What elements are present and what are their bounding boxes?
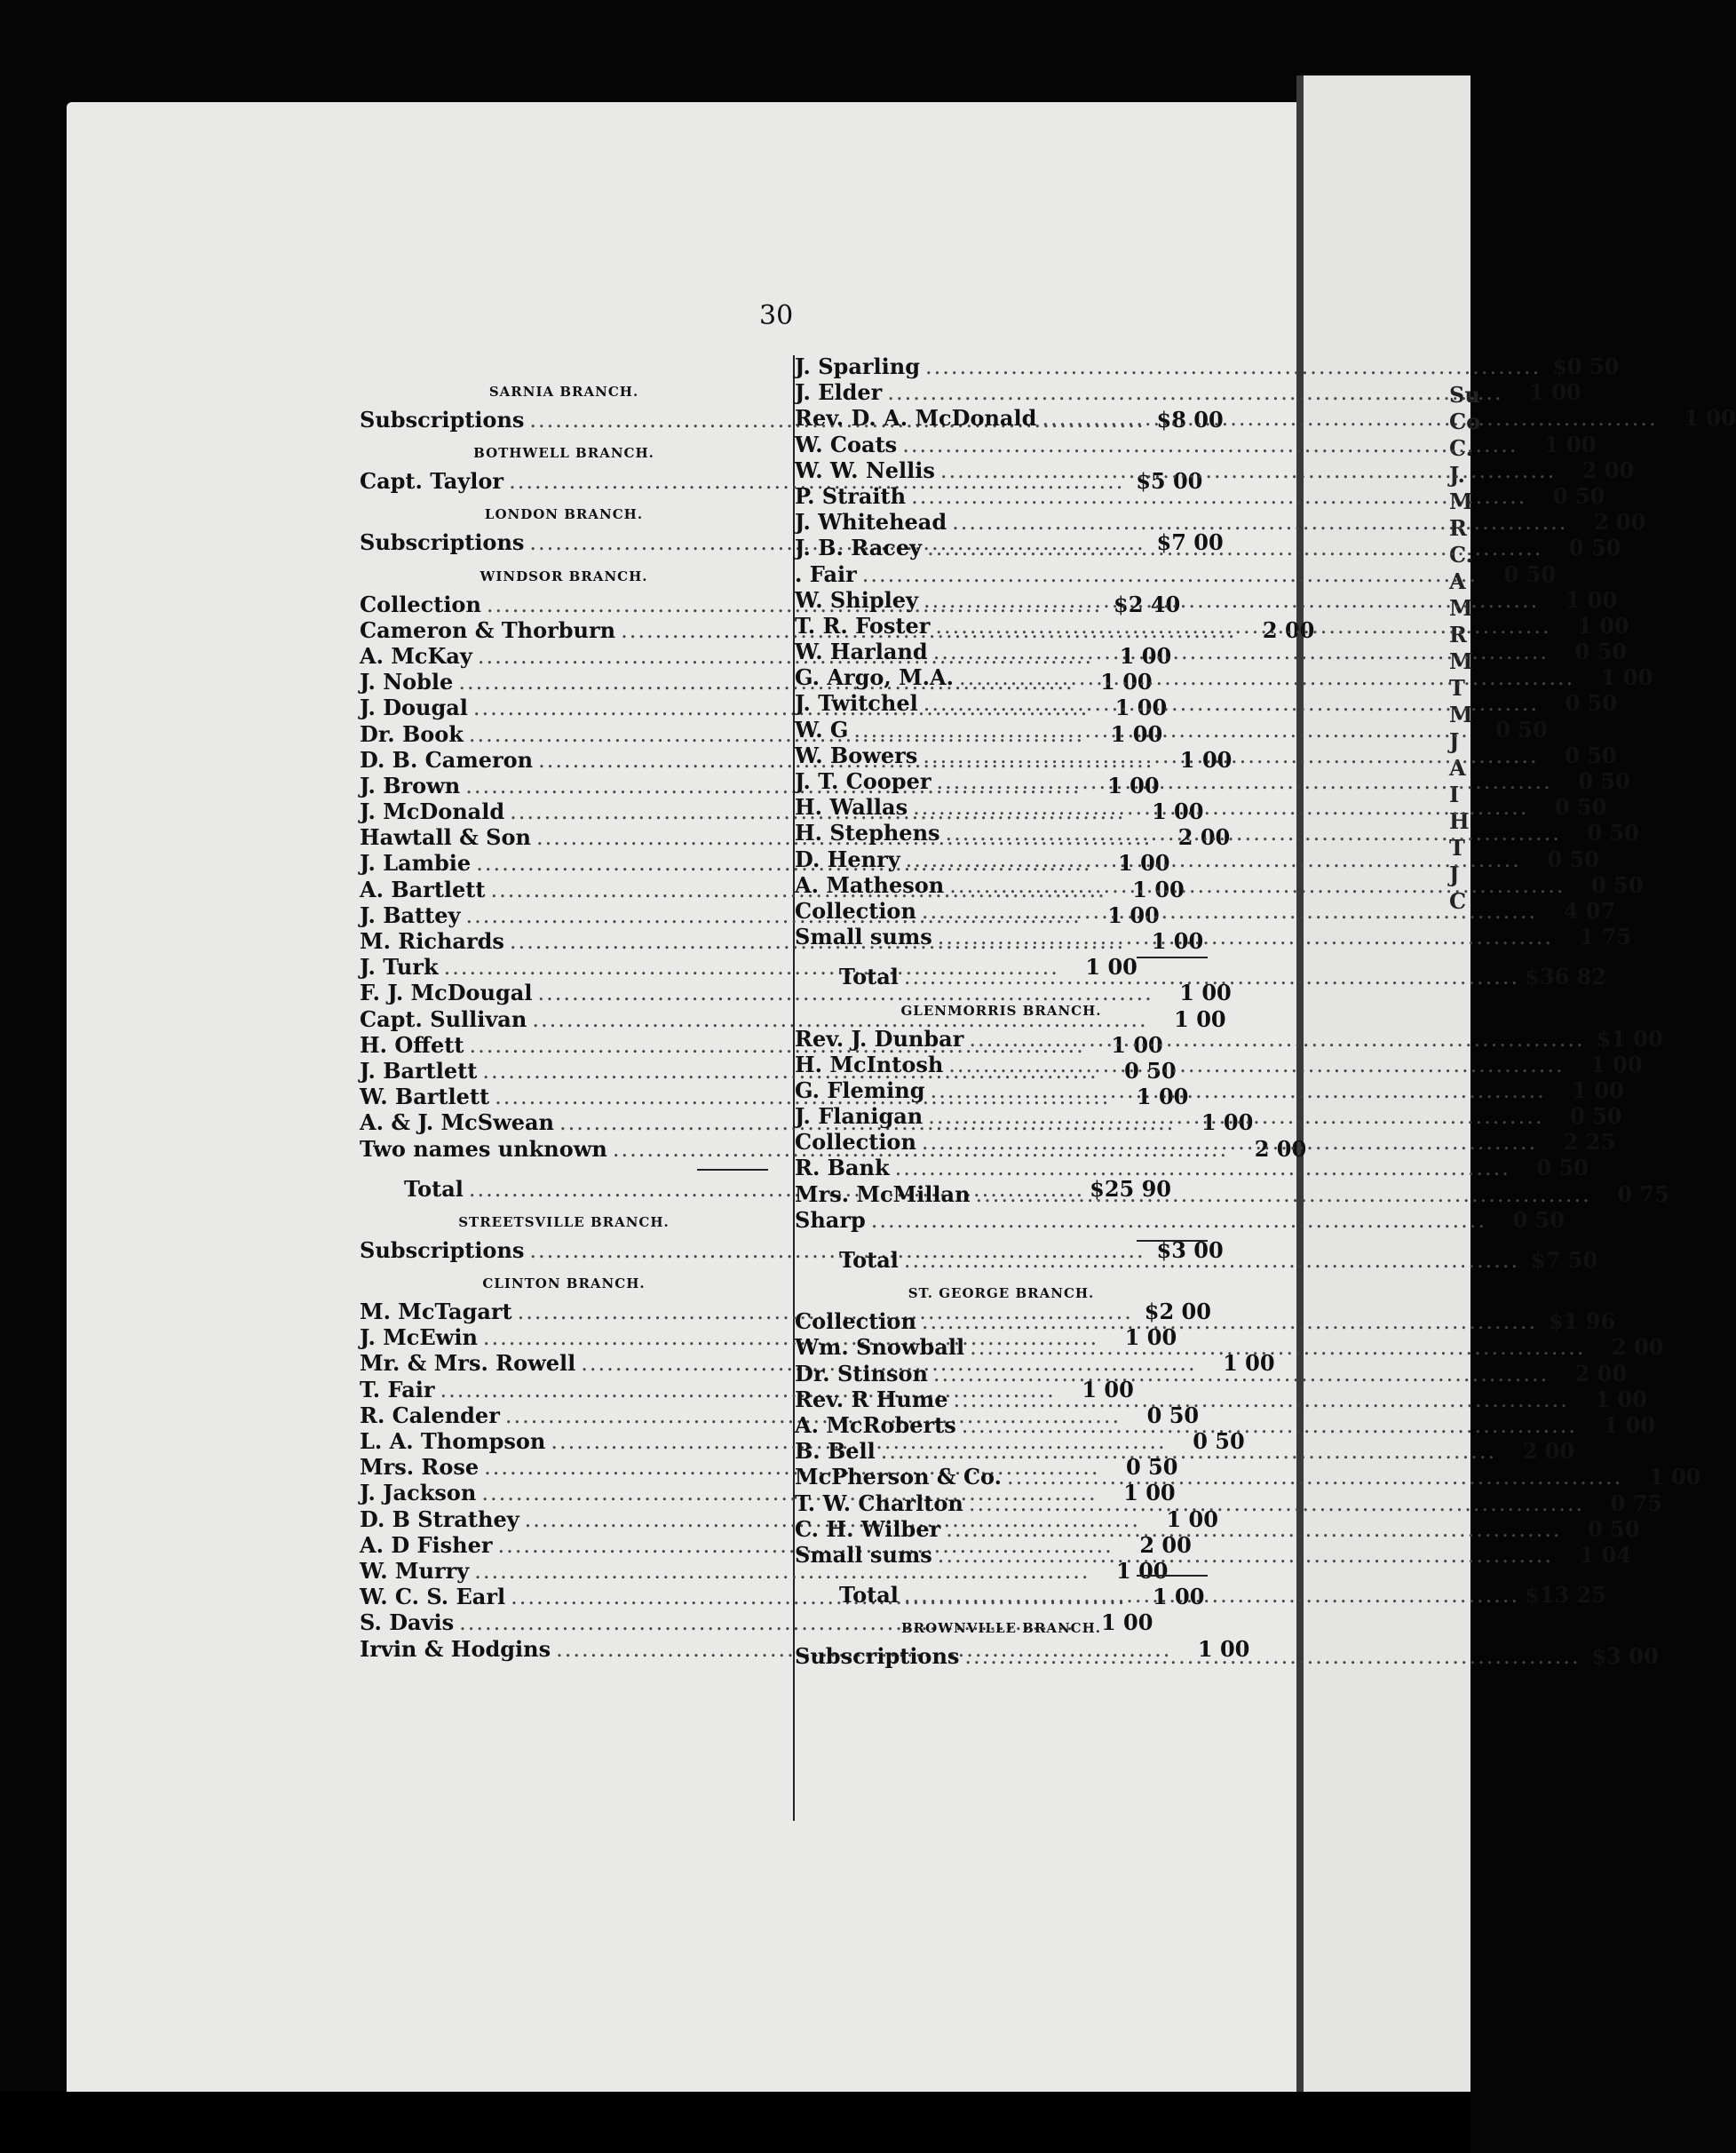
- donor-name: W. G: [795, 716, 849, 743]
- donor-name: F. J. McDougal: [360, 980, 533, 1006]
- table-row: [795, 535, 1621, 561]
- donation-amount: 0 50: [1146, 1402, 1200, 1428]
- leader-dots: [881, 1439, 1496, 1465]
- donor-name: Collection: [795, 897, 916, 924]
- donation-amount: 2 00: [1522, 1438, 1575, 1465]
- sum-rule: [1137, 1575, 1208, 1577]
- branch-heading: WINDSOR BRANCH.: [480, 568, 648, 584]
- branch-heading: STREETSVILLE BRANCH.: [458, 1213, 670, 1230]
- total-amount: $25 90: [1090, 1175, 1172, 1202]
- table-row: [795, 457, 1635, 483]
- entry-list: [795, 354, 1736, 950]
- donation-amount: 1 00: [1118, 850, 1170, 877]
- table-row: [795, 1490, 1663, 1516]
- adjacent-page-fragment: M: [1449, 648, 1473, 674]
- adjacent-page-fragment: M: [1449, 489, 1473, 514]
- donation-amount: $1 96: [1549, 1308, 1616, 1335]
- donation-amount: 1 00: [1111, 1031, 1163, 1058]
- leader-dots: [923, 588, 1539, 614]
- table-row: [795, 509, 1646, 536]
- sum-rule: [1137, 1240, 1208, 1242]
- leader-dots: [887, 380, 1502, 406]
- table-row: [795, 639, 1627, 665]
- table-row: [795, 1206, 1566, 1233]
- leader-dots: [904, 965, 1519, 990]
- donor-name: W. Murry: [360, 1557, 470, 1584]
- leader-dots: [906, 847, 1521, 873]
- donation-amount: 2 00: [1574, 1360, 1628, 1386]
- donation-amount: $0 50: [1552, 354, 1620, 379]
- donation-amount: 1 00: [1136, 1084, 1189, 1110]
- donation-amount: 0 50: [1591, 871, 1644, 898]
- donor-name: J. Jackson: [360, 1480, 477, 1506]
- table-row: [795, 897, 1616, 924]
- table-row: [795, 794, 1607, 821]
- leader-dots: [1042, 406, 1657, 432]
- leader-dots: [969, 1491, 1584, 1517]
- donor-name: L. A. Thompson: [360, 1428, 546, 1454]
- leader-dots: [913, 795, 1528, 821]
- total-amount: $13 25: [1525, 1582, 1607, 1609]
- donation-amount: 1 00: [1590, 1051, 1643, 1077]
- branch-heading: BROWNVILLE BRANCH.: [901, 1620, 1101, 1637]
- donor-name: W. Shipley: [795, 586, 918, 613]
- donor-name: J. Twitchel: [795, 690, 918, 717]
- donor-name: H. Offett: [360, 1031, 464, 1058]
- table-row: [795, 924, 1632, 950]
- leader-dots: [946, 1517, 1561, 1543]
- donor-name: Capt. Taylor: [360, 468, 504, 495]
- leader-dots: [931, 1078, 1546, 1104]
- donation-amount: 1 00: [1174, 1005, 1226, 1032]
- donor-name: R. Calender: [360, 1402, 500, 1428]
- donor-name: Hawtall & Son: [360, 824, 531, 851]
- donor-name: P. Straith: [795, 482, 907, 509]
- table-row: [795, 1464, 1701, 1490]
- donor-name: W. Bartlett: [360, 1084, 490, 1110]
- donor-name: Small sums: [795, 924, 932, 950]
- donation-amount: 0 75: [1610, 1490, 1663, 1516]
- branch-heading: BOTHWELL BRANCH.: [473, 445, 654, 462]
- donation-amount: 1 00: [1166, 1506, 1218, 1532]
- branch-heading: SARNIA BRANCH.: [488, 384, 639, 400]
- leader-dots: [976, 1182, 1591, 1208]
- donor-name: D. B Strathey: [360, 1506, 519, 1532]
- adjacent-page-fragment: T: [1449, 835, 1465, 861]
- donation-amount: $1 00: [1596, 1025, 1663, 1052]
- page-number: 30: [759, 300, 794, 331]
- donor-name: M. McTagart: [360, 1299, 512, 1325]
- donation-amount: 1 00: [1119, 642, 1172, 669]
- branch-section: [795, 354, 1736, 990]
- leader-dots: [933, 640, 1549, 665]
- total-row: [795, 964, 1607, 990]
- total-amount: $36 82: [1525, 964, 1607, 990]
- adjacent-page-fragment: J: [1449, 728, 1460, 754]
- donor-name: A. McKay: [360, 642, 472, 669]
- total-label: Total: [839, 964, 899, 990]
- donation-amount: 1 00: [1082, 1376, 1134, 1402]
- donor-name: J. Flanigan: [795, 1103, 923, 1130]
- donor-name: Cameron & Thorburn: [360, 616, 616, 643]
- donor-name: Two names unknown: [360, 1135, 607, 1162]
- leader-dots: [954, 1387, 1569, 1413]
- donation-amount: $5 00: [1136, 468, 1203, 495]
- table-row: [795, 664, 1653, 691]
- donation-amount: 0 50: [1587, 820, 1639, 846]
- total-label: Total: [839, 1582, 899, 1609]
- total-label: Total: [404, 1175, 464, 1202]
- leader-dots: [959, 665, 1574, 691]
- donor-name: Irvin & Hodgins: [360, 1635, 551, 1662]
- donation-amount: 2 00: [1139, 1531, 1192, 1558]
- table-row: [795, 1076, 1624, 1103]
- donation-amount: 0 50: [1503, 560, 1557, 587]
- table-row: [795, 1411, 1656, 1438]
- donation-amount: 1 00: [1648, 1464, 1701, 1490]
- leader-dots: [969, 1027, 1584, 1053]
- donor-name: Capt. Sullivan: [360, 1005, 527, 1032]
- donor-name: H. Stephens: [795, 820, 940, 846]
- table-row: [795, 716, 1548, 743]
- donor-name: J. Elder: [795, 379, 883, 406]
- donation-amount: 1 00: [1223, 1350, 1275, 1377]
- donation-amount: 1 00: [1085, 954, 1138, 981]
- donation-amount: 4 07: [1563, 897, 1616, 924]
- donor-name: J. Whitehead: [795, 509, 947, 536]
- donation-amount: 0 50: [1124, 1057, 1177, 1084]
- donation-amount: 1 00: [1201, 1109, 1254, 1136]
- branch-heading: CLINTON BRANCH.: [482, 1275, 646, 1292]
- table-row: [795, 1334, 1664, 1361]
- donor-name: G. Fleming: [795, 1076, 925, 1103]
- donor-name: Subscriptions: [360, 1236, 525, 1263]
- table-row: [795, 1386, 1647, 1412]
- adjacent-page-fragment: R: [1449, 515, 1467, 541]
- donor-name: J. Dougal: [360, 695, 468, 721]
- table-row: [795, 846, 1599, 872]
- donor-name: Small sums: [795, 1541, 932, 1568]
- donation-amount: 1 00: [1100, 1609, 1153, 1636]
- donation-amount: 1 00: [1197, 1635, 1250, 1662]
- table-row: [795, 354, 1620, 379]
- donation-amount: 1 00: [1577, 612, 1629, 639]
- donation-amount: 1 00: [1595, 1386, 1647, 1412]
- donation-amount: 0 50: [1547, 846, 1599, 872]
- table-row: [360, 1557, 1169, 1584]
- leader-dots: [925, 354, 1541, 380]
- leader-dots: [933, 1362, 1549, 1387]
- donation-amount: 2 00: [1177, 824, 1231, 851]
- leader-dots: [862, 562, 1478, 588]
- donor-name: J. Lambie: [360, 850, 472, 877]
- donor-name: A. Bartlett: [360, 876, 486, 902]
- branch-heading: ST. GEORGE BRANCH.: [908, 1285, 1095, 1302]
- donor-name: A. D Fisher: [360, 1531, 493, 1558]
- leader-dots: [922, 899, 1537, 925]
- donor-name: D. B. Cameron: [360, 746, 534, 773]
- donation-amount: 0 75: [1617, 1180, 1669, 1207]
- donation-amount: 1 00: [1603, 1411, 1656, 1438]
- donation-amount: 0 50: [1536, 1155, 1589, 1181]
- donation-amount: 0 50: [1588, 1515, 1640, 1542]
- leader-dots: [902, 433, 1518, 458]
- leader-dots: [871, 1208, 1486, 1234]
- donor-name: Rev. J. Dunbar: [795, 1025, 964, 1052]
- donor-name: . Fair: [795, 560, 857, 587]
- total-amount: $7 50: [1531, 1247, 1598, 1273]
- donation-amount: 1 00: [1123, 1480, 1176, 1506]
- leader-dots: [928, 1104, 1543, 1130]
- right-column: [795, 354, 1736, 1678]
- branch-heading: LONDON BRANCH.: [484, 506, 644, 523]
- donor-name: W. W. Nellis: [795, 457, 935, 483]
- adjacent-page-fragment: M: [1449, 702, 1473, 727]
- adjacent-page-fragment: A: [1449, 755, 1466, 781]
- leader-dots: [970, 1335, 1585, 1361]
- adjacent-page-fragment: M: [1449, 595, 1473, 621]
- leader-dots: [895, 1156, 1510, 1181]
- donor-name: Collection: [795, 1129, 916, 1156]
- donation-amount: 1 00: [1107, 902, 1160, 928]
- leader-dots: [952, 510, 1567, 536]
- leader-dots: [922, 1309, 1537, 1335]
- leader-dots: [962, 1413, 1577, 1439]
- table-row: [795, 1541, 1632, 1568]
- donation-amount: 2 00: [1581, 457, 1635, 483]
- donor-name: Mr. & Mrs. Rowell: [360, 1350, 576, 1377]
- donor-name: J. Noble: [360, 669, 454, 695]
- adjacent-page-fragment: H: [1449, 808, 1470, 834]
- total-row: [795, 1582, 1607, 1609]
- adjacent-page-fragment: C: [1449, 888, 1467, 914]
- table-row: [795, 1051, 1643, 1077]
- donor-name: M. Richards: [360, 928, 504, 954]
- donation-amount: 1 00: [1572, 1076, 1624, 1103]
- table-row: [795, 1308, 1616, 1335]
- donor-name: B. Bell: [795, 1438, 876, 1465]
- leader-dots: [964, 1644, 1580, 1670]
- table-row: [795, 482, 1605, 509]
- donation-amount: 0 50: [1578, 768, 1630, 794]
- donation-amount: 0 50: [1568, 535, 1621, 561]
- donor-name: C. H. Wilber: [795, 1515, 941, 1542]
- table-row: [795, 1180, 1669, 1207]
- donor-name: T. R. Foster: [795, 612, 931, 639]
- table-row: [360, 980, 1232, 1006]
- donation-amount: 2 00: [1593, 509, 1646, 536]
- donation-amount: 2 00: [1262, 616, 1315, 643]
- donation-amount: 0 50: [1193, 1428, 1245, 1454]
- donation-amount: 0 50: [1512, 1206, 1566, 1233]
- donation-amount: $2 40: [1114, 591, 1181, 617]
- adjacent-page-fragment: I: [1449, 782, 1460, 807]
- total-label: Total: [839, 1247, 899, 1273]
- adjacent-page-fragment: A: [1449, 568, 1466, 594]
- donation-amount: 0 50: [1565, 742, 1617, 768]
- donation-amount: 1 00: [1179, 746, 1233, 773]
- donation-amount: 1 00: [1565, 586, 1618, 613]
- donation-amount: 1 00: [1600, 664, 1653, 691]
- donation-amount: 1 00: [1124, 1324, 1177, 1351]
- donor-name: A. McRoberts: [795, 1411, 956, 1438]
- adjacent-page-fragment: J: [1449, 862, 1460, 887]
- branch-heading: GLENMORRIS BRANCH.: [900, 1002, 1102, 1019]
- donor-name: Collection: [795, 1308, 916, 1335]
- donor-name: Mrs. McMillan: [795, 1180, 971, 1207]
- donation-amount: 1 00: [1179, 980, 1232, 1006]
- leader-dots: [923, 743, 1538, 769]
- adjacent-page-fragment: T: [1449, 675, 1465, 701]
- donation-amount: 1 00: [1544, 431, 1597, 457]
- table-row: [795, 431, 1597, 457]
- donor-name: Rev. D. A. McDonald: [795, 405, 1037, 432]
- donation-amount: $8 00: [1156, 407, 1224, 433]
- donation-amount: 1 00: [1114, 695, 1168, 721]
- donation-amount: 1 00: [1152, 1584, 1205, 1610]
- donor-name: Mrs. Rose: [360, 1454, 480, 1481]
- adjacent-page-fragment: C.: [1449, 435, 1474, 461]
- donor-name: J. McEwin: [360, 1324, 478, 1351]
- donor-name: H. Wallas: [795, 794, 908, 821]
- donor-name: G. Argo, M.A.: [795, 664, 955, 691]
- leader-dots: [948, 1053, 1564, 1078]
- donor-name: T. W. Charlton: [795, 1490, 963, 1516]
- donor-name: D. Henry: [795, 846, 900, 872]
- donor-name: J. Brown: [360, 772, 461, 798]
- donation-amount: 1 75: [1579, 924, 1632, 950]
- leader-dots: [935, 614, 1550, 640]
- donor-name: H. McIntosh: [795, 1051, 944, 1077]
- donor-name: R. Bank: [795, 1155, 890, 1181]
- donor-name: J. McDonald: [360, 798, 505, 825]
- donation-amount: 1 04: [1579, 1541, 1632, 1568]
- adjacent-page-fragment: R: [1449, 622, 1467, 647]
- donation-amount: $3 00: [1591, 1643, 1659, 1670]
- donor-name: W. Harland: [795, 639, 928, 665]
- donation-amount: $7 00: [1156, 529, 1224, 556]
- donation-amount: 0 50: [1570, 1103, 1622, 1130]
- donor-name: W. Coats: [795, 431, 898, 457]
- donor-name: J. Bartlett: [360, 1057, 478, 1084]
- leader-dots: [911, 484, 1526, 510]
- donation-amount: 1 00: [1116, 1557, 1169, 1584]
- donation-amount: 1 00: [1529, 379, 1581, 406]
- donor-name: Dr. Stinson: [795, 1360, 928, 1386]
- leader-dots: [853, 718, 1469, 743]
- donor-name: T. Fair: [360, 1376, 435, 1402]
- donor-name: Subscriptions: [360, 529, 525, 556]
- sum-rule: [1137, 957, 1208, 958]
- donor-name: Subscriptions: [360, 407, 525, 433]
- donation-amount: 1 00: [1100, 669, 1153, 695]
- donor-name: W. Bowers: [795, 742, 918, 768]
- table-row: [795, 690, 1618, 717]
- donor-name: J. Sparling: [795, 354, 920, 379]
- donation-amount: 0 50: [1574, 639, 1627, 665]
- donation-amount: 0 50: [1554, 794, 1607, 821]
- table-row: [795, 1025, 1663, 1052]
- sum-rule: [697, 1169, 768, 1171]
- donor-name: A. Matheson: [795, 871, 945, 898]
- adjacent-page-fragment: Su: [1449, 382, 1480, 408]
- donation-amount: $2 00: [1144, 1299, 1211, 1325]
- entry-list: [795, 1308, 1701, 1568]
- donation-amount: 0 50: [1565, 690, 1618, 717]
- donor-name: S. Davis: [360, 1609, 455, 1636]
- donation-amount: 1 00: [1151, 928, 1204, 954]
- table-row: [795, 871, 1644, 898]
- adjacent-page-fragment: J.: [1449, 462, 1465, 488]
- donor-name: McPherson & Co.: [795, 1464, 1002, 1490]
- leader-dots: [1007, 1465, 1622, 1490]
- table-row: [795, 560, 1557, 587]
- donor-name: Subscriptions: [795, 1643, 960, 1670]
- donation-amount: 1 00: [1107, 772, 1160, 798]
- donor-name: A. & J. McSwean: [360, 1109, 554, 1136]
- donor-name: J. Battey: [360, 902, 461, 928]
- donation-amount: $3 00: [1156, 1236, 1224, 1263]
- leader-dots: [938, 925, 1553, 950]
- donation-amount: 0 50: [1126, 1454, 1178, 1481]
- leader-dots: [946, 821, 1561, 846]
- donation-amount: 2 00: [1254, 1135, 1307, 1162]
- donation-amount: 0 50: [1552, 482, 1605, 509]
- donor-name: J. B. Racey: [795, 535, 923, 561]
- donor-name: Sharp: [795, 1206, 866, 1233]
- branch-section: [795, 1285, 1701, 1609]
- donation-amount: 2 25: [1563, 1129, 1616, 1156]
- scan-border: [0, 2092, 1470, 2153]
- table-row: [795, 768, 1630, 794]
- table-row: [795, 1155, 1589, 1181]
- leader-dots: [938, 1543, 1553, 1569]
- donor-name: Rev. R Hume: [795, 1386, 948, 1412]
- leader-dots: [904, 1583, 1519, 1609]
- donor-name: Wm. Snowball: [795, 1334, 965, 1361]
- leader-dots: [927, 536, 1542, 561]
- donation-amount: 1 00: [1110, 720, 1163, 747]
- donation-amount: 1 00: [1151, 798, 1204, 825]
- leader-dots: [937, 769, 1552, 795]
- donor-name: Dr. Book: [360, 720, 464, 747]
- donor-name: W. C. S. Earl: [360, 1584, 506, 1610]
- donation-amount: 1 00: [1132, 876, 1185, 902]
- adjacent-page-fragment: C.: [1449, 542, 1474, 568]
- leader-dots: [949, 873, 1565, 899]
- adjacent-page-fragment: Co: [1449, 409, 1481, 434]
- donor-name: J. Turk: [360, 954, 439, 981]
- donor-name: Collection: [360, 591, 481, 617]
- donor-name: J. T. Cooper: [795, 768, 931, 794]
- donation-amount: 0 50: [1495, 716, 1548, 743]
- donation-amount: 1 00: [1684, 405, 1736, 432]
- leader-dots: [923, 691, 1539, 717]
- table-row: [795, 586, 1618, 613]
- donation-amount: 2 00: [1611, 1334, 1664, 1361]
- leader-dots: [904, 1248, 1519, 1274]
- leader-dots: [940, 458, 1556, 484]
- leader-dots: [922, 1130, 1537, 1156]
